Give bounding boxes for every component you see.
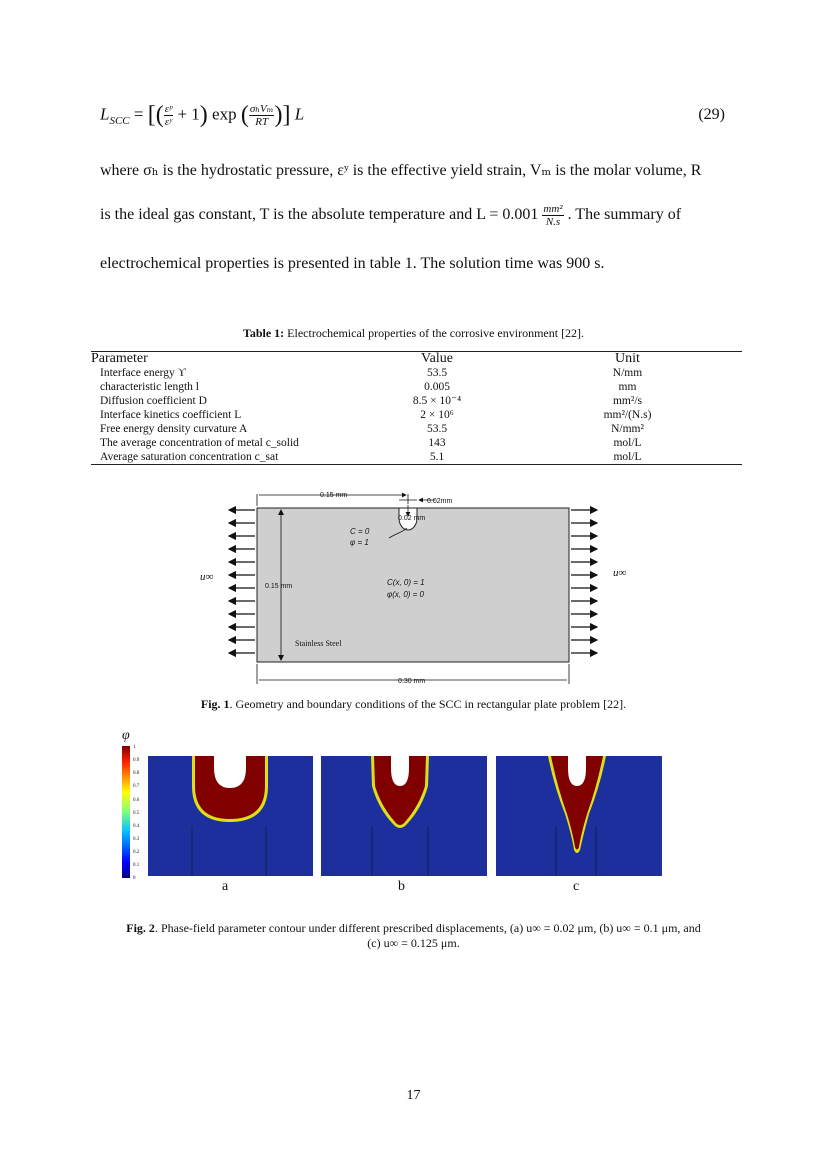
table-cell: mm²/s — [612, 395, 642, 407]
fig1-caption — [100, 697, 727, 712]
paragraph-unit-frac: $\frac{\text{mm²}}{N.s}$ — [543, 203, 563, 228]
table-cell: characteristic length l — [100, 381, 199, 393]
eq-lhs: L — [100, 104, 110, 124]
page-number: 17 — [406, 1088, 421, 1103]
equation-29 — [100, 100, 725, 134]
colorbar-title: φ — [122, 728, 130, 743]
fig2-caption-label: Fig. 2 — [126, 921, 155, 935]
material-label: Stainless Steel — [295, 639, 342, 648]
table-caption — [100, 326, 727, 341]
ic-phi-label: φ(x, 0) = 0 — [387, 590, 425, 599]
table-cell: The average concentration of metal c_solid — [100, 437, 299, 449]
eq-plus-one: + 1 — [177, 104, 200, 124]
table-cell: 53.5 — [426, 423, 448, 435]
colorbar-tick: 0.7 — [133, 784, 140, 789]
fig2-contour-figure — [110, 726, 670, 896]
notch-depth-label: 0.02 mm — [398, 515, 426, 522]
table-cell: 2 × 10⁶ — [420, 409, 454, 421]
fig2-caption — [100, 921, 727, 951]
table-cell: Diffusion coefficient D — [100, 395, 207, 407]
table-cell: N/mm — [612, 367, 643, 379]
table-cell: N/mm² — [611, 423, 644, 435]
fig2-caption-line-1: . Phase-field parameter contour under different prescribed displacements, (a) u∞ = 0.02 μm, (b) u∞ = 0.1 μm, and — [154, 921, 701, 935]
table-row — [91, 450, 742, 464]
paragraph-line-2 — [100, 203, 727, 228]
equation-number: (29) — [698, 106, 725, 123]
paragraph-line-1: where σₕ is the hydrostatic pressure, εʸ is the effective yield strain, Vₘ is the molar volume, R — [100, 162, 702, 179]
colorbar-ticks — [133, 745, 140, 881]
table-row — [91, 394, 742, 408]
panel-label-c: c — [573, 879, 580, 894]
left-load-arrows — [229, 510, 255, 653]
fig1-geometry-diagram — [195, 488, 635, 688]
fig2-caption-line-2: (c) u∞ = 0.125 μm. — [367, 936, 460, 950]
table-cell: 53.5 — [426, 367, 448, 379]
fig1-caption-label: Fig. 1 — [200, 697, 230, 711]
colorbar-tick: 0.5 — [133, 811, 140, 816]
eq-lhs-sub: SCC — [109, 114, 130, 127]
colorbar-tick: 0.1 — [133, 863, 140, 868]
top-dim-label: 0.15 mm — [320, 492, 348, 499]
panel-label-b: b — [398, 879, 405, 894]
contour-panel-b — [321, 756, 487, 876]
eq-tail: L — [294, 104, 305, 124]
table-row — [91, 366, 742, 380]
paragraph-line-2-post: . The summary of — [567, 206, 682, 224]
eq-frac1: $\frac{\text{εᵖ}}{\text{εʸ}}$ — [164, 103, 173, 128]
table-cell: Free energy density curvature A — [100, 423, 248, 435]
notch-width-label: 0.02mm — [427, 498, 453, 505]
eq-equals: = — [133, 104, 144, 124]
table-row — [91, 436, 742, 450]
colorbar-tick: 0.2 — [133, 850, 140, 855]
colorbar-tick: 1 — [133, 745, 136, 750]
colorbar-tick: 0.6 — [133, 798, 140, 803]
table-cell: mm²/(N.s) — [603, 409, 652, 421]
panel-label-a: a — [222, 879, 229, 894]
fig1-caption-text: . Geometry and boundary conditions of the SCC in rectangular plate problem [22]. — [229, 697, 627, 711]
right-load-arrows — [571, 510, 597, 653]
table-caption-text: Electrochemical properties of the corrosive environment [22]. — [284, 326, 585, 340]
table-cell: mm — [618, 381, 637, 393]
table-header-unit: Unit — [615, 351, 640, 366]
table-header-parameter: Parameter — [91, 351, 148, 366]
contour-panel-a — [148, 756, 313, 876]
table-cell: Average saturation concentration c_sat — [100, 451, 279, 463]
bottom-dim-label: 0.30 mm — [398, 678, 426, 685]
eq-exp: exp — [212, 104, 237, 124]
table-cell: Interface energy ϒ — [100, 367, 186, 379]
table-caption-label: Table 1: — [242, 326, 285, 340]
colorbar-tick: 0.8 — [133, 771, 140, 776]
bc-c-label: C = 0 — [350, 527, 370, 536]
table-cell: 5.1 — [429, 451, 445, 463]
ic-c-label: C(x, 0) = 1 — [387, 578, 425, 587]
table-cell: mol/L — [613, 437, 642, 449]
eq-frac2: $\frac{\text{σₕVₘ}}{RT}$ — [249, 103, 274, 128]
colorbar-tick: 0.3 — [133, 837, 140, 842]
table-row — [91, 380, 742, 394]
paragraph-line-2-pre: is the ideal gas constant, T is the absolute temperature and L = 0.001 — [100, 206, 539, 224]
load-right-label: u∞ — [613, 567, 627, 579]
table-header-value: Value — [421, 351, 453, 366]
colorbar-tick: 0.9 — [133, 758, 140, 763]
paragraph-line-3: electrochemical properties is presented in table 1. The solution time was 900 s. — [100, 255, 605, 272]
table-cell: 143 — [428, 437, 446, 449]
table-row — [91, 422, 742, 436]
colorbar-tick: 0.4 — [133, 824, 140, 829]
colorbar — [122, 746, 130, 878]
table-header-row — [91, 352, 742, 366]
table-cell: 0.005 — [424, 381, 450, 393]
load-left-label: u∞ — [200, 571, 214, 583]
table-cell: mol/L — [613, 451, 642, 463]
properties-table — [91, 351, 742, 465]
table-cell: Interface kinetics coefficient L — [100, 409, 242, 421]
bc-phi-label: φ = 1 — [350, 538, 369, 547]
table-cell: 8.5 × 10⁻⁴ — [412, 395, 462, 407]
table-row — [91, 408, 742, 422]
equation-body: $L_{SCC}$ = [( $\frac{\text{εᵖ}}{\text{εʸ}}$ + 1) exp ( $\frac{\text{σₕVₘ}}{RT}$ )] L — [100, 102, 305, 128]
colorbar-tick: 0 — [133, 876, 136, 881]
height-dim-label: 0.15 mm — [265, 583, 293, 590]
contour-panel-c — [496, 756, 662, 876]
